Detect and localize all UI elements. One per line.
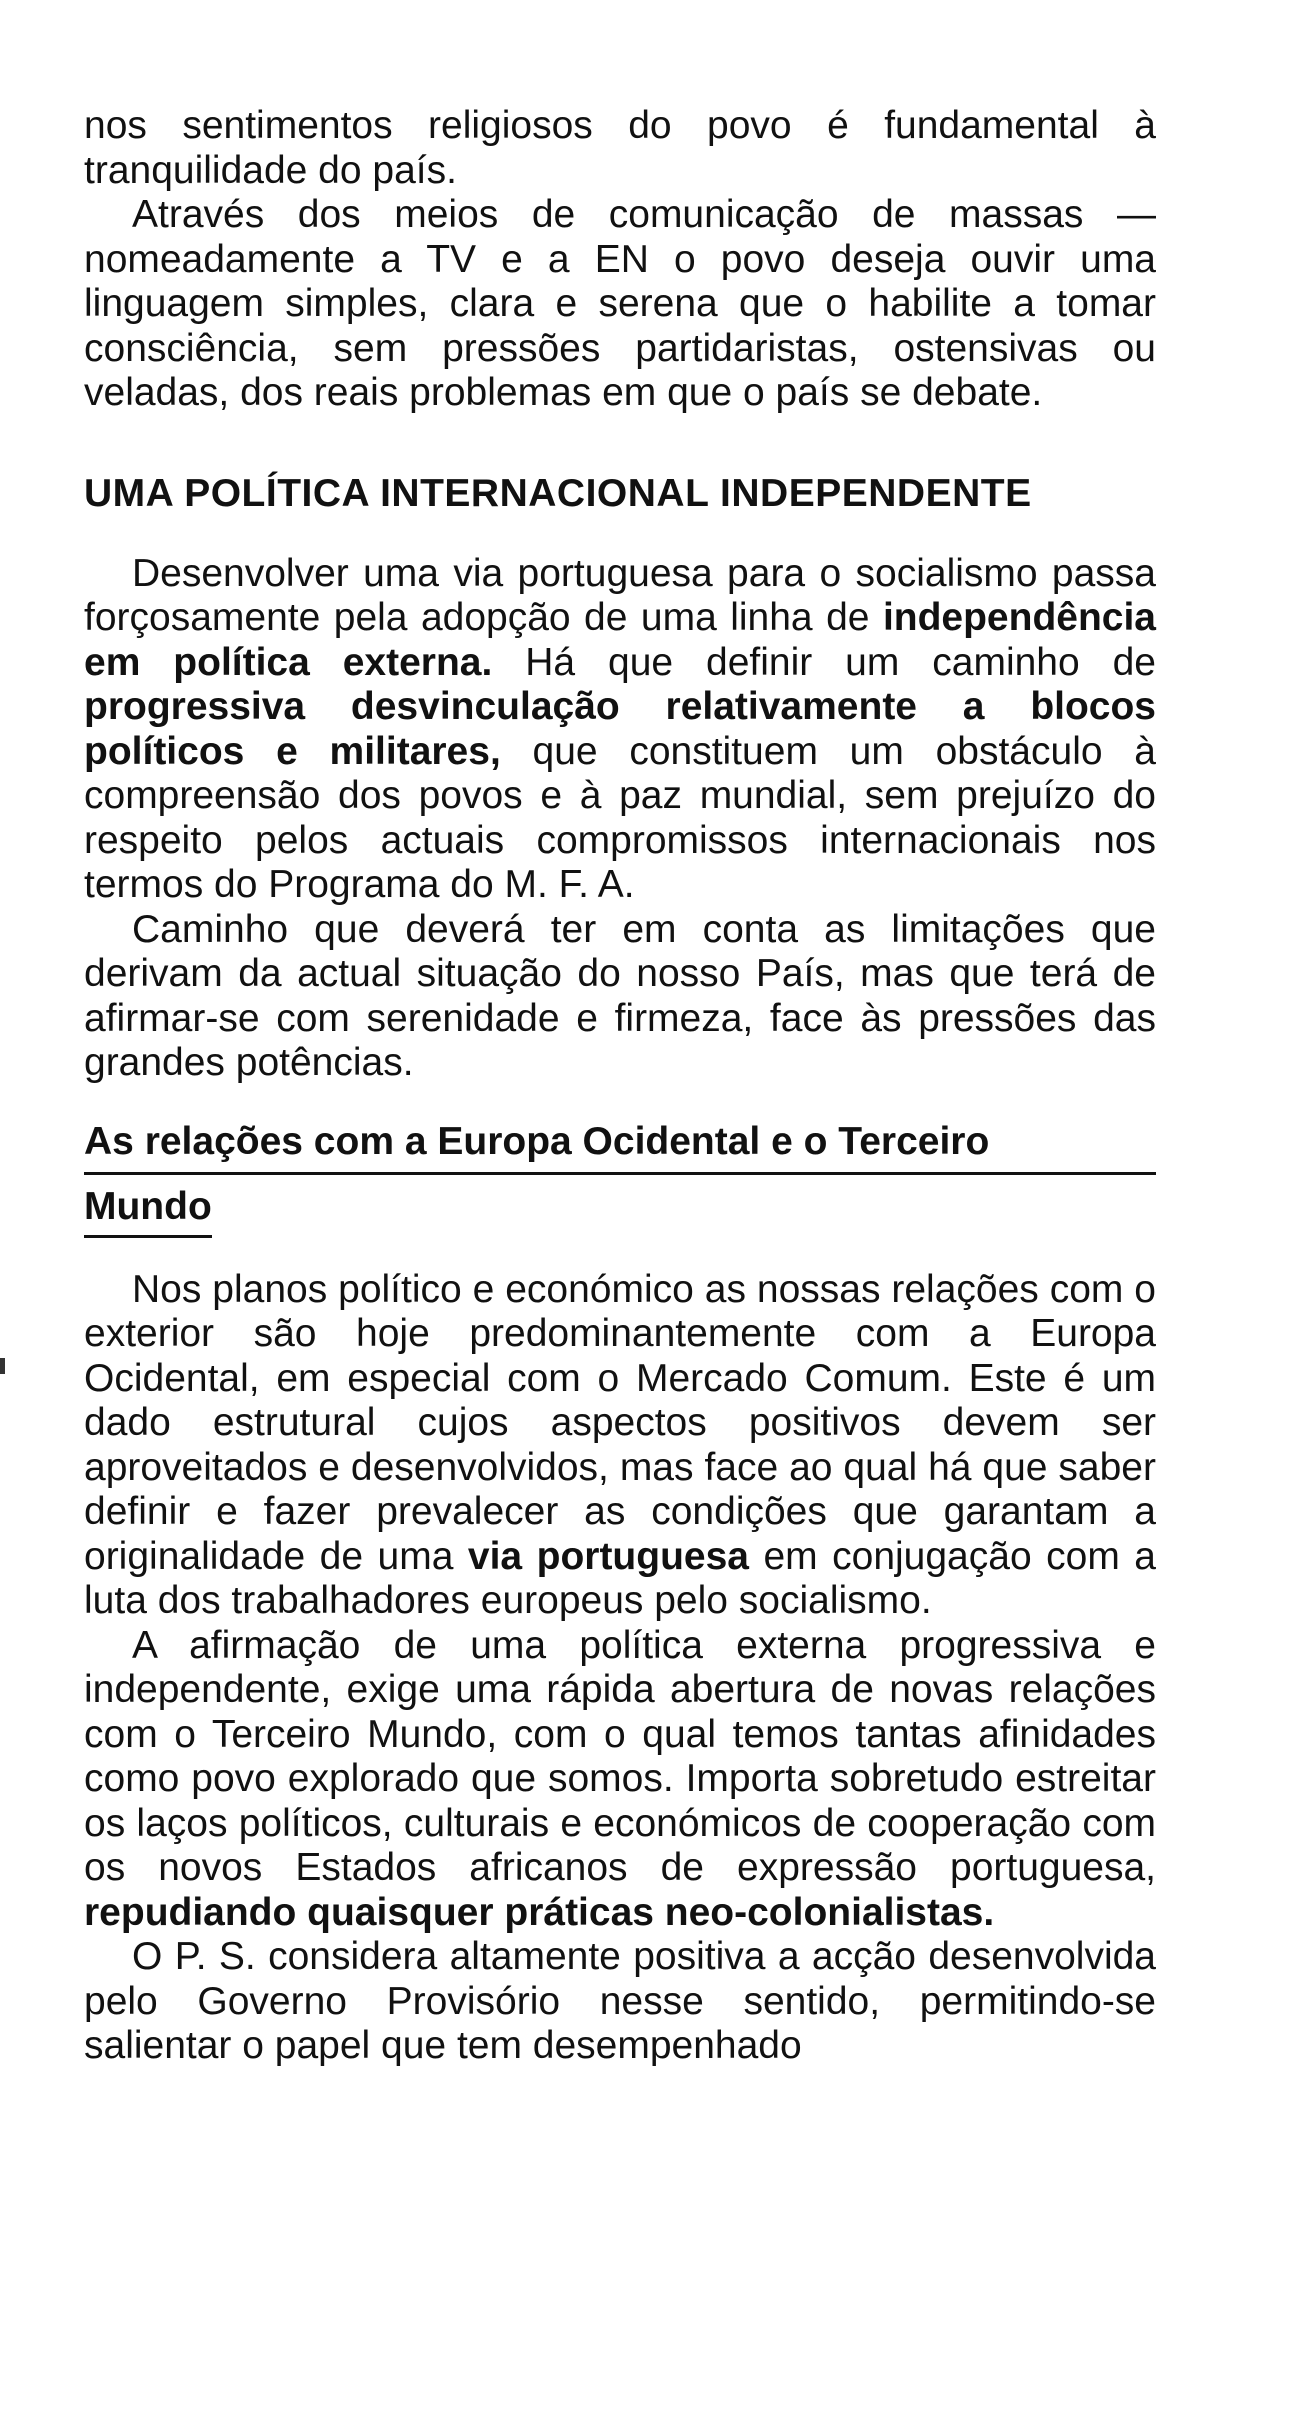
paragraph-caminho: Caminho que deverá ter em conta as limitações que derivam da actual situação do nosso País, mas que terá de afirmar-se com serenidade e firmeza, face às pressões das grandes potências.	[84, 907, 1156, 1084]
subsection-title	[84, 1120, 1156, 1238]
paragraph-via-portuguesa	[84, 552, 1156, 908]
text-run: A afirmação de uma política externa progressiva e independente, exige uma rápida abertura de novas relações com o Terceiro Mundo, com o qual temos tantas afinidades como povo explorado que somos. Importa sobretudo estreitar os laços políticos, culturais e económicos de cooperação com os novos Estados africanos de expressão portuguesa,	[84, 1623, 1156, 1889]
text-run: Desenvolver uma via portuguesa para o socialismo passa forçosamente pela adopção de uma linha de	[84, 551, 1156, 639]
section-title: UMA POLÍTICA INTERNACIONAL INDEPENDENTE	[84, 471, 1032, 515]
text-column	[84, 104, 1156, 2069]
bold-run: progressiva desvinculação relativamente a blocos políticos e militares,	[84, 685, 1156, 773]
paragraph-ps: O P. S. considera altamente positiva a acção desenvolvida pelo Governo Provisório nesse sentido, permitindo-se salientar o papel que tem desempenhado	[84, 1935, 1156, 2067]
bold-run: independência em política externa.	[84, 596, 1156, 684]
text-run: que constituem um obstáculo à compreensão dos povos e à paz mundial, sem prejuízo do respeito pelos actuais compromissos internacionais nos termos do Programa do M. F. A.	[84, 729, 1156, 906]
paragraph-planos	[84, 1268, 1156, 1624]
paragraph-media: Através dos meios de comunicação de massas — nomeadamente a TV e a EN o povo deseja ouvir uma linguagem simples, clara e serena que o habilite a tomar consciência, sem pressões partidaristas, ostensivas ou veladas, dos reais problemas em que o país se debate.	[84, 193, 1156, 414]
text-run: Há que definir um caminho de	[492, 640, 1156, 684]
bold-run: via portuguesa	[467, 1534, 749, 1578]
text-run: em conjugação com a luta dos trabalhadores europeus pelo socialismo.	[84, 1534, 1156, 1622]
text-run: Nos planos político e económico as nossas relações com o exterior são hoje predominantemente com a Europa Ocidental, em especial com o Mercado Comum. Este é um dado estrutural cujos aspectos positivos devem ser aproveitados e desenvolvidos, mas face ao qual há que saber definir e fazer prevalecer as condições que garantam a originalidade de uma	[84, 1267, 1156, 1578]
bold-run: repudiando quaisquer práticas neo-colonialistas.	[84, 1890, 995, 1934]
subsection-title-line2: Mundo	[84, 1185, 212, 1238]
paragraph-afirmacao	[84, 1624, 1156, 1936]
subsection-title-line1: As relações com a Europa Ocidental e o Terceiro	[84, 1120, 1156, 1175]
margin-mark	[0, 1358, 5, 1374]
paragraph-intro-continuation: nos sentimentos religiosos do povo é fundamental à tranquilidade do país.	[84, 104, 1156, 192]
